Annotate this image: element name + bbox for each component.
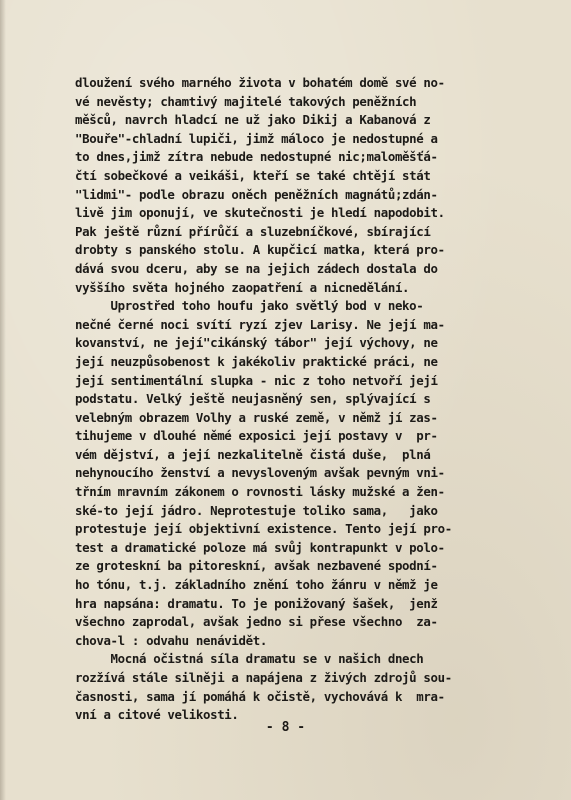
text-line: časnosti, sama jí pomáhá k očistě, vychovává k mra- — [75, 688, 445, 704]
text-line: vé nevěsty; chamtivý majitelé takových peněžních — [75, 93, 417, 109]
text-line: všechno zaprodal, avšak jedno si přese všechno za- — [75, 614, 438, 630]
text-line: "lidmi"- podle obrazu oněch peněžních magnátů;zdán- — [75, 186, 438, 202]
body-text — [75, 74, 505, 725]
text-line: drobty s panského stolu. A kupčicí matka, která pro- — [75, 242, 445, 258]
text-line: třním mravním zákonem o rovnosti lásky mužské a žen- — [75, 484, 445, 500]
text-line: její neuzpůsobenost k jakékoliv praktické práci, ne — [75, 353, 438, 369]
text-line: chova-l : odvahu nenávidět. — [75, 632, 267, 648]
text-line: protestuje její objektivní existence. Tento její pro- — [75, 521, 452, 537]
text-line: dává svou dceru, aby se na jejich zádech dostala do — [75, 260, 438, 276]
text-line: tihujeme v dlouhé němé exposici její postavy v pr- — [75, 428, 438, 444]
text-line: vyššího světa hojného zaopatření a nicnedělání. — [75, 279, 410, 295]
text-line: velebným obrazem Volhy a ruské země, v němž jí zas- — [75, 409, 438, 425]
text-line: vní a citové velikosti. — [75, 707, 239, 723]
text-line: Mocná očistná síla dramatu se v našich dnech — [75, 651, 424, 667]
text-line: podstatu. Velký ještě neujasněný sen, splývající s — [75, 391, 431, 407]
text-line: čtí sobečkové a veikáši, kteří se také chtějí stát — [75, 167, 431, 183]
text-line: nečné černé noci svítí ryzí zjev Larisy. Ne její ma- — [75, 316, 445, 332]
text-line: livě jim oponují, ve skutečnosti je hledí napodobit. — [75, 205, 445, 221]
text-line: nehynoucího ženství a nevysloveným avšak pevným vni- — [75, 465, 445, 481]
text-line: "Bouře"-chladní lupiči, jimž máloco je nedostupné a — [75, 130, 438, 146]
page-number: - 8 - — [265, 720, 306, 735]
text-line: Pak ještě různí přírůčí a sluzebníčkové, sbírající — [75, 223, 431, 239]
text-line: její sentimentální slupka - nic z toho netvoří její — [75, 372, 438, 388]
text-line: ho tónu, t.j. základního znění toho žánru v němž je — [75, 577, 438, 593]
text-line: test a dramatické poloze má svůj kontrapunkt v polo- — [75, 539, 445, 555]
text-line: dloužení svého marného života v bohatém domě své no- — [75, 75, 445, 90]
text-line: hra napsána: dramatu. To je ponižovaný šašek, jenž — [75, 595, 438, 611]
text-line: to dnes,jimž zítra nebude nedostupné nic;maloměšťá- — [75, 149, 438, 165]
text-line: ské-to její jádro. Neprotestuje toliko sama, jako — [75, 502, 438, 518]
text-line: rozžívá stále silněji a napájena z živých zdrojů sou- — [75, 670, 452, 685]
text-line: měšců, navrch hladcí ne už jako Dikij a Kabanová z — [75, 112, 431, 128]
text-line: kovanství, ne její"cikánský tábor" její výchovy, ne — [75, 335, 438, 351]
text-line: Uprostřed toho houfu jako světlý bod v neko- — [75, 298, 424, 314]
text-line: ze groteskní ba pitoreskní, avšak nezbavené spodní- — [75, 558, 438, 574]
text-line: vém dějství, a její nezkalitelně čistá duše, plná — [75, 446, 431, 462]
